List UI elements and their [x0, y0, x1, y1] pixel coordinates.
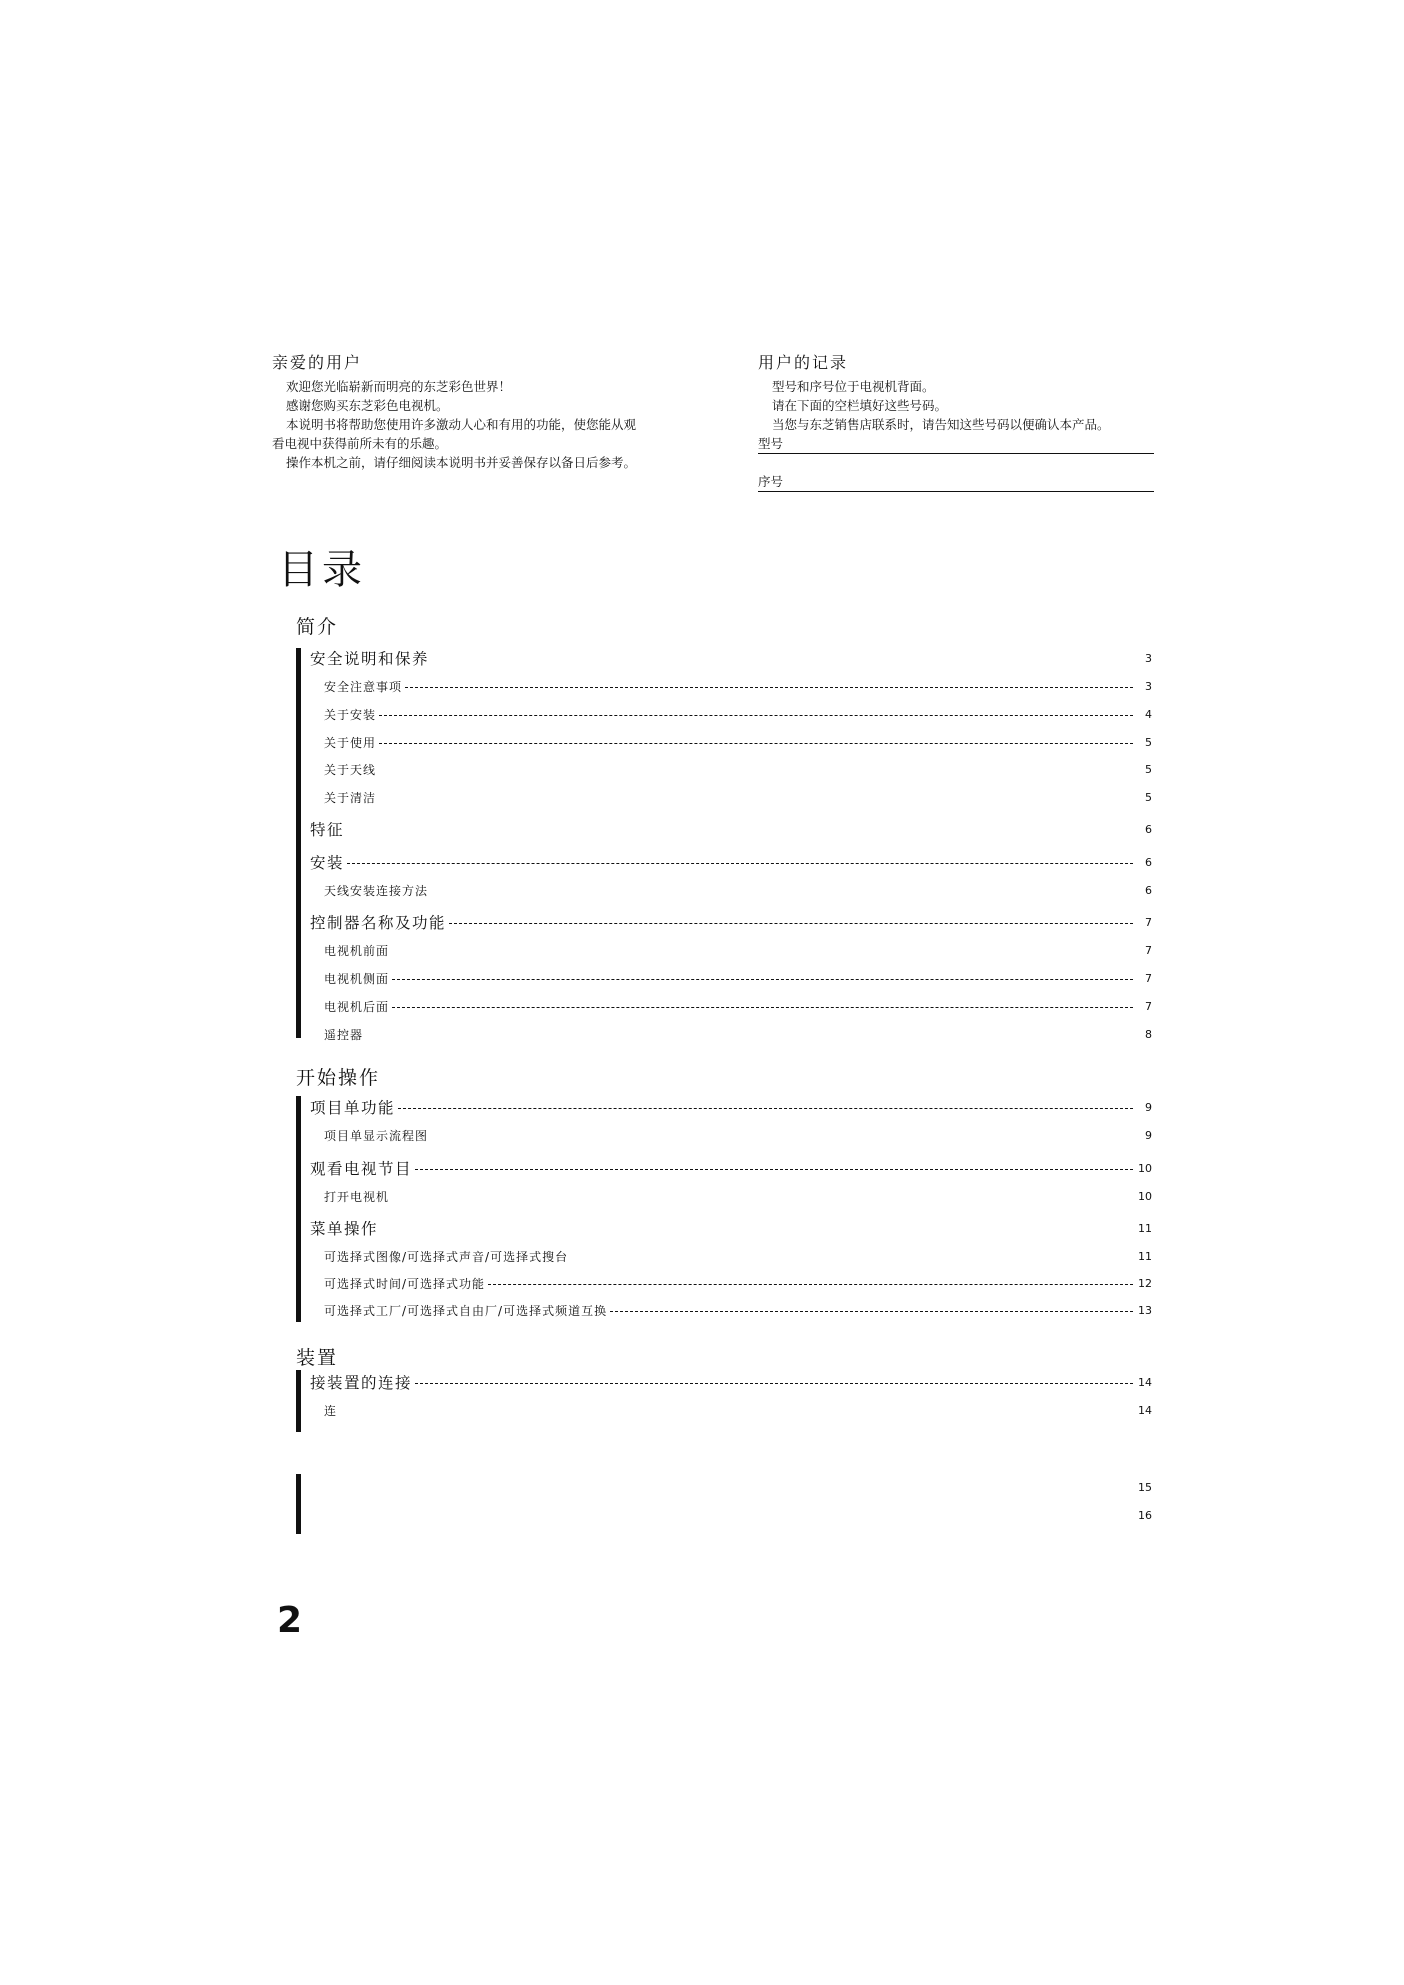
- toc-entry[interactable]: [310, 819, 1152, 839]
- toc-entry-page: 10: [1138, 1189, 1152, 1203]
- intro-line: 操作本机之前，请仔细阅读本说明书并妥善保存以备日后参考。: [286, 455, 637, 470]
- toc-entry-label: 特征: [310, 821, 345, 839]
- toc-entry-label: 连: [324, 1403, 338, 1418]
- toc-entry[interactable]: [324, 968, 1152, 988]
- toc-entry-page: 3: [1145, 651, 1152, 665]
- intro-line: 本说明书将帮助您使用许多激动人心和有用的功能，使您能从观看电视中获得前所未有的乐趣。: [272, 417, 637, 451]
- toc-entry-label: 关于清洁: [324, 790, 377, 805]
- toc-entry-page: 6: [1145, 883, 1152, 897]
- toc-entry-page: 7: [1145, 915, 1152, 929]
- section-bar: [296, 1370, 301, 1432]
- dot-leader: [392, 979, 1133, 980]
- toc-entry-page: 11: [1138, 1249, 1152, 1263]
- toc-entry[interactable]: [324, 1400, 1152, 1420]
- serial-number-field[interactable]: [758, 472, 1154, 492]
- toc-entry-label: 控制器名称及功能: [310, 914, 447, 932]
- dot-leader: [415, 1383, 1133, 1384]
- toc-entry-label: 电视机后面: [324, 999, 390, 1014]
- toc-entry-label: 打开电视机: [324, 1189, 390, 1204]
- toc-entry[interactable]: [324, 1477, 1152, 1497]
- toc-entry-page: 15: [1138, 1480, 1152, 1494]
- model-number-label: 型号: [758, 436, 784, 451]
- toc-entry-label: 电视机前面: [324, 943, 390, 958]
- dot-leader: [392, 1007, 1133, 1008]
- toc-entry-page: 7: [1145, 999, 1152, 1013]
- toc-entry-page: 12: [1138, 1276, 1152, 1290]
- toc-entry-page: 7: [1145, 971, 1152, 985]
- dear-user-heading: 亲爱的用户: [272, 353, 363, 372]
- dot-leader: [379, 743, 1133, 744]
- toc-entry-page: 7: [1145, 943, 1152, 957]
- toc-entry[interactable]: [324, 676, 1152, 696]
- dot-leader: [398, 1108, 1133, 1109]
- toc-entry[interactable]: [324, 759, 1152, 779]
- dot-leader: [405, 687, 1133, 688]
- toc-entry[interactable]: [324, 704, 1152, 724]
- section-bar: [296, 1096, 301, 1322]
- toc-entry[interactable]: [324, 1246, 1152, 1266]
- toc-entry-page: 9: [1145, 1100, 1152, 1114]
- toc-entry-page: 8: [1145, 1027, 1152, 1041]
- model-number-field[interactable]: [758, 434, 1154, 454]
- toc-entry[interactable]: [324, 940, 1152, 960]
- intro-line: 欢迎您光临崭新而明亮的东芝彩色世界！: [286, 379, 512, 394]
- toc-entry[interactable]: [310, 1218, 1152, 1238]
- toc-entry[interactable]: [324, 1024, 1152, 1044]
- toc-entry-label: 安装: [310, 854, 345, 872]
- toc-entry-label: 安全注意事项: [324, 679, 403, 694]
- toc-entry[interactable]: [324, 1273, 1152, 1293]
- toc-title: 目录: [278, 547, 366, 593]
- toc-entry[interactable]: [324, 1125, 1152, 1145]
- toc-entry[interactable]: [324, 787, 1152, 807]
- toc-entry-page: 4: [1145, 707, 1152, 721]
- page-number: 2: [277, 1600, 303, 1641]
- toc-entry[interactable]: [324, 1505, 1152, 1525]
- toc-entry-label: 菜单操作: [310, 1220, 379, 1238]
- toc-entry-label: 可选择式时间/可选择式功能: [324, 1276, 486, 1291]
- toc-section-heading: 简介: [296, 616, 339, 638]
- toc-entry-page: 14: [1138, 1403, 1152, 1417]
- toc-entry-label: 安全说明和保养: [310, 650, 430, 668]
- record-line: 型号和序号位于电视机背面。: [772, 379, 935, 394]
- dot-leader: [379, 715, 1133, 716]
- dot-leader: [610, 1311, 1133, 1312]
- toc-entry[interactable]: [324, 732, 1152, 752]
- toc-entry-label: 可选择式图像/可选择式声音/可选择式搜台: [324, 1249, 569, 1264]
- toc-entry[interactable]: [310, 1372, 1152, 1392]
- toc-entry-label: 可选择式工厂/可选择式自由厂/可选择式频道互换: [324, 1303, 608, 1318]
- toc-entry-page: 6: [1145, 855, 1152, 869]
- toc-entry[interactable]: [310, 1097, 1152, 1117]
- toc-entry[interactable]: [324, 996, 1152, 1016]
- toc-entry-label: 电视机侧面: [324, 971, 390, 986]
- toc-entry-page: 3: [1145, 679, 1152, 693]
- toc-entry-label: 观看电视节目: [310, 1160, 413, 1178]
- toc-entry-page: 9: [1145, 1128, 1152, 1142]
- toc-entry-page: 5: [1145, 762, 1152, 776]
- user-record-section: [758, 350, 1154, 492]
- toc-entry[interactable]: [310, 1158, 1152, 1178]
- toc-entry[interactable]: [310, 852, 1152, 872]
- toc-entry-label: 遥控器: [324, 1027, 364, 1042]
- toc-entry-label: 关于天线: [324, 762, 377, 777]
- toc-entry-page: 14: [1138, 1375, 1152, 1389]
- toc-entry-page: 5: [1145, 735, 1152, 749]
- toc-section-heading: 开始操作: [296, 1067, 381, 1089]
- dear-user-section: [272, 350, 642, 472]
- dot-leader: [488, 1284, 1133, 1285]
- toc-entry[interactable]: [310, 912, 1152, 932]
- toc-entry[interactable]: [324, 880, 1152, 900]
- dot-leader: [415, 1169, 1133, 1170]
- toc-entry-label: 项目单显示流程图: [324, 1128, 429, 1143]
- toc-entry-page: 13: [1138, 1303, 1152, 1317]
- toc-entry[interactable]: [324, 1300, 1152, 1320]
- record-line: 当您与东芝销售店联系时，请告知这些号码以便确认本产品。: [772, 417, 1110, 432]
- section-bar: [296, 648, 301, 1038]
- toc-entry-label: 项目单功能: [310, 1099, 396, 1117]
- toc-entry-label: 接装置的连接: [310, 1374, 413, 1392]
- toc-entry-label: 天线安装连接方法: [324, 883, 429, 898]
- dot-leader: [449, 923, 1133, 924]
- serial-number-label: 序号: [758, 474, 784, 489]
- dot-leader: [347, 863, 1133, 864]
- toc-entry[interactable]: [310, 648, 1152, 668]
- toc-entry-label: 关于使用: [324, 735, 377, 750]
- toc-section-heading: 装置: [296, 1347, 339, 1369]
- user-record-heading: 用户的记录: [758, 353, 849, 372]
- toc-entry-label: 关于安装: [324, 707, 377, 722]
- toc-entry-page: 5: [1145, 790, 1152, 804]
- toc-entry-page: 11: [1138, 1221, 1152, 1235]
- intro-line: 感谢您购买东芝彩色电视机。: [286, 398, 449, 413]
- toc-entry-page: 10: [1138, 1161, 1152, 1175]
- toc-entry[interactable]: [324, 1186, 1152, 1206]
- record-line: 请在下面的空栏填好这些号码。: [772, 398, 948, 413]
- toc-entry-page: 16: [1138, 1508, 1152, 1522]
- toc-entry-page: 6: [1145, 822, 1152, 836]
- section-bar: [296, 1474, 301, 1534]
